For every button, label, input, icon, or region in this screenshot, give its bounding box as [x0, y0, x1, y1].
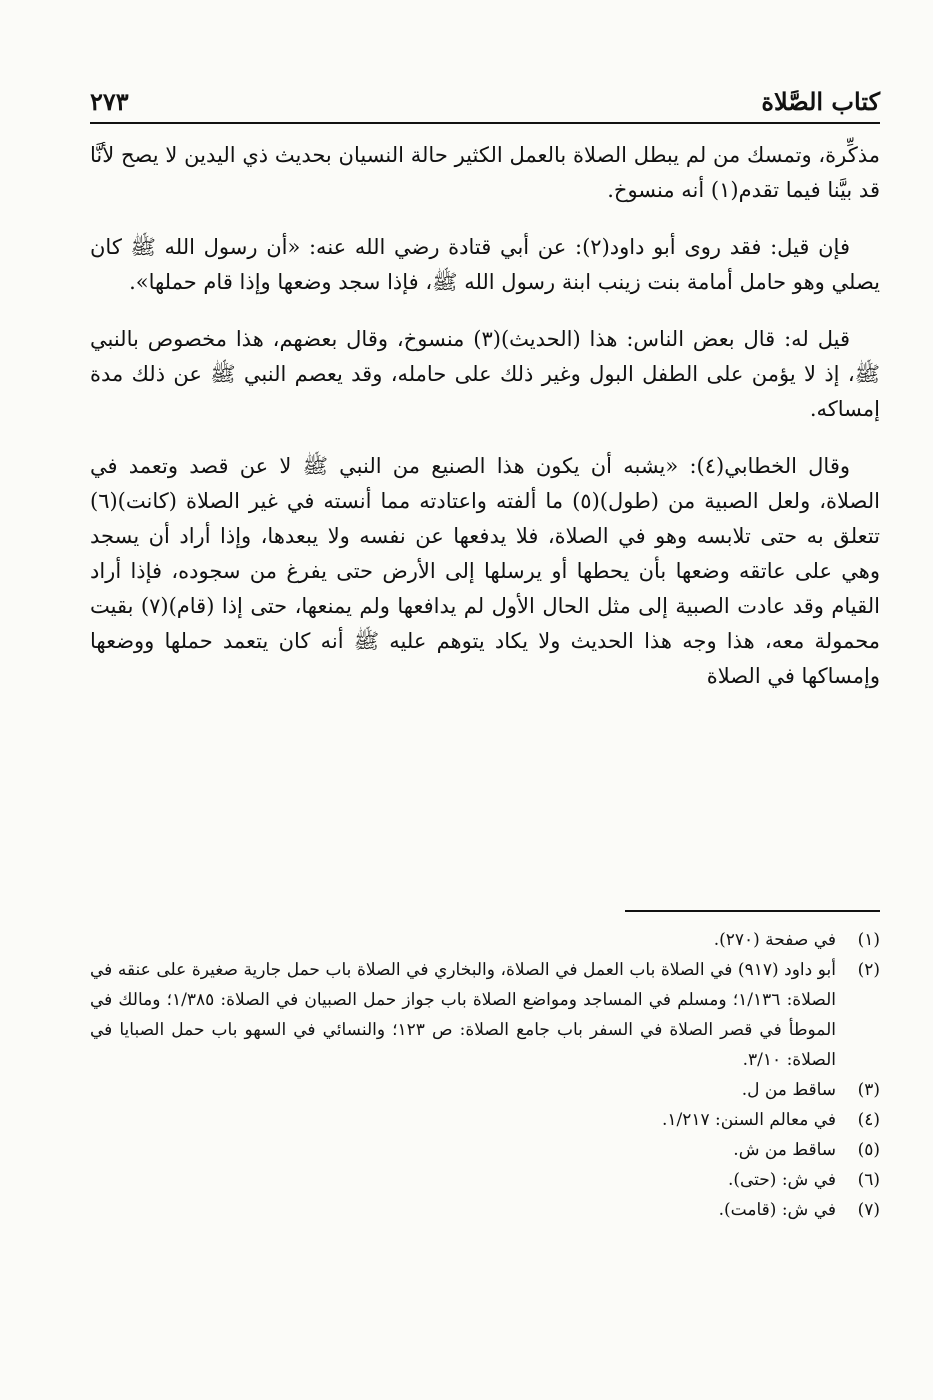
footnote-text: في صفحة (٢٧٠).	[713, 930, 836, 950]
footnote-text: في ش: (حتى).	[727, 1170, 836, 1190]
footnote-number: (٧)	[857, 1200, 880, 1220]
footnote-text: ساقط من ل.	[741, 1080, 836, 1100]
footnote-number: (٣)	[857, 1080, 880, 1100]
footnote-text: في معالم السنن: ١/٢١٧.	[661, 1110, 836, 1130]
footnote-text: أبو داود (٩١٧) في الصلاة باب العمل في الصلاة، والبخاري في الصلاة باب حمل جارية صغيرة على عنقه في الصلاة: ١/١٣٦؛ ومسلم في المساجد ومواضع الصلاة باب جواز حمل الصبيان في الصلاة: ١/٣٨٥؛ ومالك في الموطأ في قصر الصلاة في السفر باب جامع الصلاة: ص ١٢٣؛ والنسائي في السهو باب حمل الصبايا في الصلاة: ٣/١٠.	[90, 960, 836, 1070]
book-page	[90, 60, 880, 1360]
footnotes	[90, 925, 880, 1225]
paragraph: قيل له: قال بعض الناس: هذا (الحديث)(٣) منسوخ، وقال بعضهم، هذا مخصوص بالنبي ﷺ، إذ لا يؤمن على الطفل البول وغير ذلك على حامله، وقد يعصم النبي ﷺ عن ذلك مدة إمساكه.	[90, 327, 880, 421]
footnote-number: (١)	[857, 930, 880, 950]
footnote	[90, 1105, 880, 1135]
footnote-text: في ش: (قامت).	[718, 1200, 836, 1220]
paragraph: مذكِّرة، وتمسك من لم يبطل الصلاة بالعمل الكثير حالة النسيان بحديث ذي اليدين لا يصح لأنَّا قد بيَّنا فيما تقدم(١) أنه منسوخ.	[90, 143, 880, 202]
page-number: ٢٧٣	[90, 87, 129, 116]
footnote	[90, 1135, 880, 1165]
paragraph: وقال الخطابي(٤): «يشبه أن يكون هذا الصنيع من النبي ﷺ لا عن قصد وتعمد في الصلاة، ولعل الصبية من (طول)(٥) ما ألفته واعتادته مما أنسته في غير الصلاة (كانت)(٦) تتعلق به حتى تلابسه وهو في الصلاة، فلا يدفعها عن نفسه ولا يبعدها، وإذا أراد أن يسجد وهي على عاتقه وضعها بأن يحطها أو يرسلها إلى الأرض حتى يفرغ من سجوده، فإذا أراد القيام وقد عادت الصبية إلى مثل الحال الأول لم يدافعها ولم يمنعها، حتى إذا (قام)(٧) بقيت محمولة معه، هذا وجه هذا الحديث ولا يكاد يتوهم عليه ﷺ أنه كان يتعمد حملها ووضعها وإمساكها في الصلاة	[90, 454, 880, 688]
footnote-text: ساقط من ش.	[733, 1140, 836, 1160]
footnote	[90, 925, 880, 955]
running-title: كتاب الصَّلاة	[761, 87, 880, 116]
footnote	[90, 1165, 880, 1195]
footnote-separator	[625, 910, 880, 912]
footnote	[90, 1195, 880, 1225]
footnote-number: (٦)	[857, 1170, 880, 1190]
footnote	[90, 1075, 880, 1105]
footnote-number: (٥)	[857, 1140, 880, 1160]
footnote	[90, 955, 880, 1075]
footnote-number: (٤)	[857, 1110, 880, 1130]
footnote-number: (٢)	[857, 960, 880, 980]
paragraph: فإن قيل: فقد روى أبو داود(٢): عن أبي قتادة رضي الله عنه: «أن رسول الله ﷺ كان يصلي وهو حامل أمامة بنت زينب ابنة رسول الله ﷺ، فإذا سجد وضعها وإذا قام حملها».	[90, 235, 880, 294]
header-rule	[90, 122, 880, 124]
main-text	[90, 138, 880, 716]
page-header	[90, 76, 880, 116]
